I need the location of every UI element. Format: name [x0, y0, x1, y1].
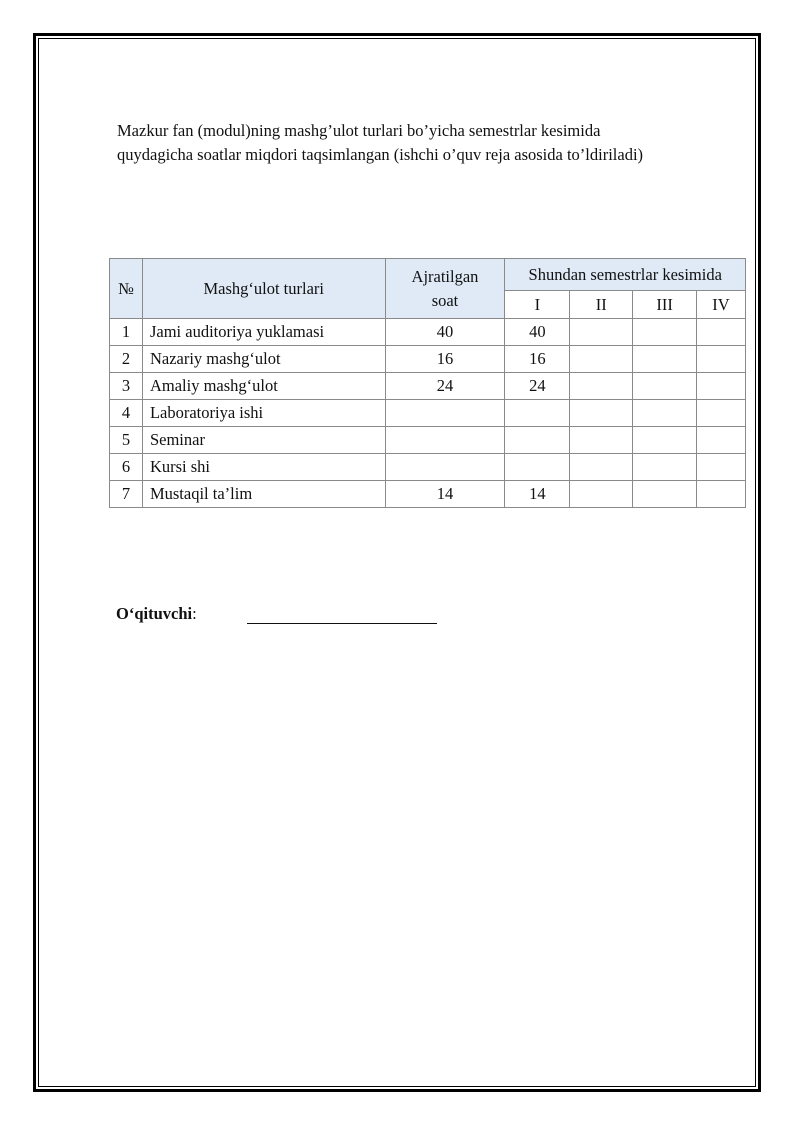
row-semester-1 [505, 454, 570, 481]
table-row [110, 373, 746, 400]
row-allocated-hours [385, 454, 505, 481]
row-semester-2 [570, 346, 633, 373]
row-semester-1 [505, 400, 570, 427]
row-number: 3 [110, 373, 143, 400]
row-lesson-type: Seminar [142, 427, 385, 454]
row-semester-1 [505, 427, 570, 454]
table-row [110, 454, 746, 481]
intro-line-2: quydagicha soatlar miqdori taqsimlangan (ishchi o’quv reja asosida to’ldiriladi) [117, 145, 644, 164]
row-allocated-hours [385, 400, 505, 427]
header-number: № [110, 259, 143, 319]
row-semester-1: 14 [505, 481, 570, 508]
row-semester-3 [633, 346, 697, 373]
header-semester-2: II [570, 291, 633, 319]
row-lesson-type: Nazariy mashg‘ulot [142, 346, 385, 373]
header-allocated-hours-text: Ajratilgan soat [411, 266, 479, 310]
row-allocated-hours [385, 427, 505, 454]
row-semester-2 [570, 400, 633, 427]
row-semester-3 [633, 400, 697, 427]
row-allocated-hours: 14 [385, 481, 505, 508]
table-row [110, 427, 746, 454]
row-semester-1: 24 [505, 373, 570, 400]
row-number: 5 [110, 427, 143, 454]
table-row [110, 481, 746, 508]
header-allocated-hours [385, 259, 505, 319]
intro-line-1: Mazkur fan (modul)ning mashg’ulot turlari bo’yicha semestrlar kesimida [117, 121, 601, 140]
row-lesson-type: Kursi shi [142, 454, 385, 481]
row-semester-3 [633, 427, 697, 454]
row-semester-4 [697, 454, 746, 481]
header-semesters: Shundan semestrlar kesimida [505, 259, 746, 291]
header-semester-4: IV [697, 291, 746, 319]
row-semester-4 [697, 319, 746, 346]
row-allocated-hours: 40 [385, 319, 505, 346]
row-semester-1: 16 [505, 346, 570, 373]
row-semester-1: 40 [505, 319, 570, 346]
table-row [110, 346, 746, 373]
row-semester-2 [570, 481, 633, 508]
row-semester-2 [570, 454, 633, 481]
signature-line [247, 623, 437, 624]
row-semester-4 [697, 400, 746, 427]
row-semester-2 [570, 319, 633, 346]
row-lesson-type: Amaliy mashg‘ulot [142, 373, 385, 400]
row-semester-4 [697, 346, 746, 373]
row-semester-4 [697, 427, 746, 454]
table-row [110, 319, 746, 346]
teacher-label-colon: : [192, 604, 197, 623]
teacher-signature-block [116, 604, 197, 624]
hours-distribution-table [109, 258, 746, 508]
row-number: 4 [110, 400, 143, 427]
row-number: 6 [110, 454, 143, 481]
row-allocated-hours: 16 [385, 346, 505, 373]
header-lesson-type: Mashg‘ulot turlari [142, 259, 385, 319]
row-semester-4 [697, 373, 746, 400]
row-semester-3 [633, 373, 697, 400]
table-row [110, 400, 746, 427]
row-lesson-type: Mustaqil ta’lim [142, 481, 385, 508]
row-semester-2 [570, 373, 633, 400]
page-border-inner [38, 38, 756, 1087]
row-semester-3 [633, 454, 697, 481]
row-semester-3 [633, 481, 697, 508]
row-semester-3 [633, 319, 697, 346]
intro-paragraph [117, 119, 757, 167]
row-allocated-hours: 24 [385, 373, 505, 400]
row-lesson-type: Laboratoriya ishi [142, 400, 385, 427]
row-number: 2 [110, 346, 143, 373]
header-semester-3: III [633, 291, 697, 319]
teacher-label: O‘qituvchi [116, 604, 193, 623]
row-semester-2 [570, 427, 633, 454]
row-number: 1 [110, 319, 143, 346]
row-number: 7 [110, 481, 143, 508]
header-semester-1: I [505, 291, 570, 319]
row-semester-4 [697, 481, 746, 508]
row-lesson-type: Jami auditoriya yuklamasi [142, 319, 385, 346]
